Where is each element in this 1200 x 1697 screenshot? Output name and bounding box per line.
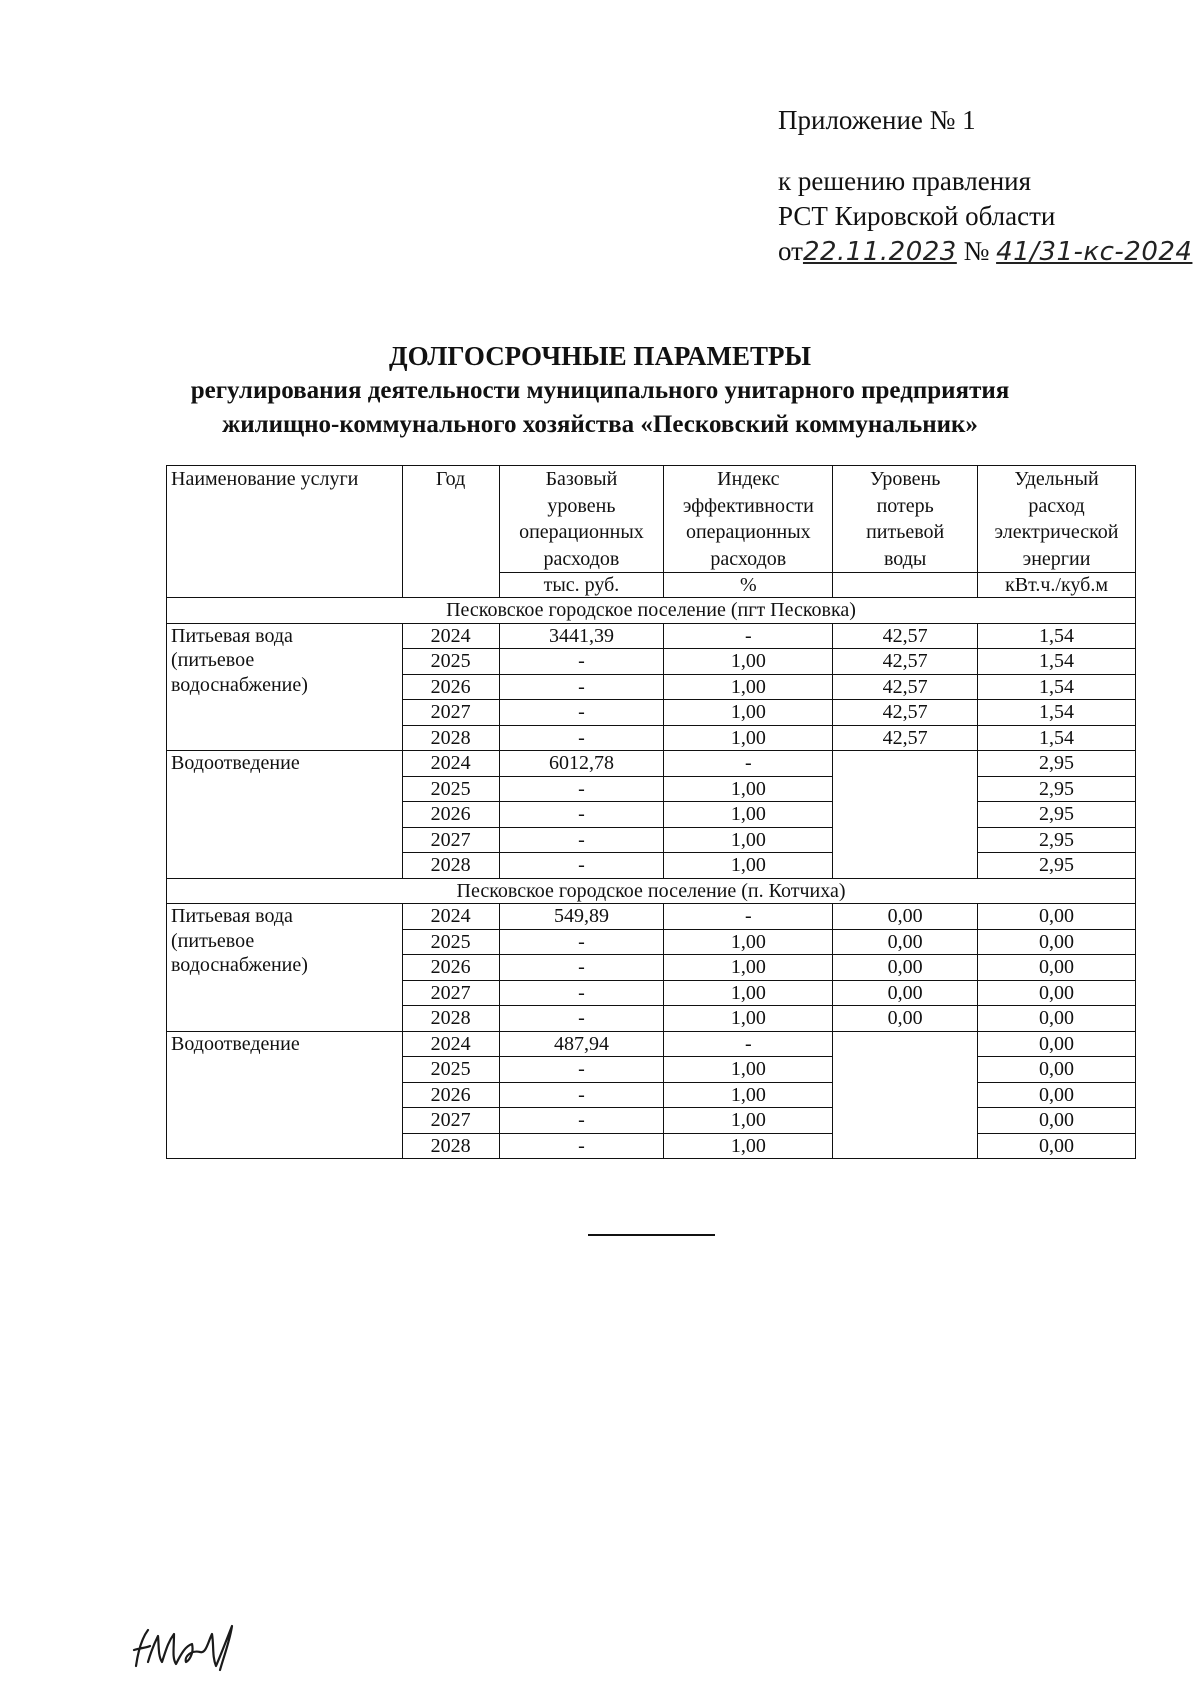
unit-index: % bbox=[664, 573, 833, 598]
number-prefix: № bbox=[963, 236, 990, 266]
cell-index: 1,00 bbox=[664, 853, 833, 879]
cell-base: - bbox=[499, 827, 664, 853]
appendix-decision-line: к решению правления bbox=[778, 166, 1032, 196]
cell-index: 1,00 bbox=[664, 1082, 833, 1108]
cell-energy: 0,00 bbox=[978, 904, 1136, 930]
section-title: Песковское городское поселение (п. Котчиха) bbox=[167, 878, 1136, 904]
cell-energy: 1,54 bbox=[978, 649, 1136, 675]
cell-base: - bbox=[499, 1057, 664, 1083]
cell-year: 2027 bbox=[402, 1108, 499, 1134]
cell-energy: 0,00 bbox=[978, 1082, 1136, 1108]
cell-losses: 42,57 bbox=[833, 700, 978, 726]
table-header-row bbox=[167, 466, 1136, 573]
cell-energy: 2,95 bbox=[978, 751, 1136, 777]
cell-year: 2027 bbox=[402, 827, 499, 853]
cell-losses: 42,57 bbox=[833, 725, 978, 751]
header-year: Год bbox=[402, 466, 499, 598]
cell-year: 2026 bbox=[402, 802, 499, 828]
signature-icon bbox=[128, 1622, 248, 1674]
cell-losses: 0,00 bbox=[833, 929, 978, 955]
cell-losses: 0,00 bbox=[833, 980, 978, 1006]
cell-index: 1,00 bbox=[664, 802, 833, 828]
cell-year: 2024 bbox=[402, 1031, 499, 1057]
cell-base: - bbox=[499, 802, 664, 828]
cell-index: 1,00 bbox=[664, 1006, 833, 1032]
cell-energy: 0,00 bbox=[978, 1031, 1136, 1057]
cell-losses-empty bbox=[833, 1031, 978, 1159]
header-base: Базовый уровень операционных расходов bbox=[499, 466, 664, 573]
cell-energy: 0,00 bbox=[978, 1006, 1136, 1032]
cell-base: 6012,78 bbox=[499, 751, 664, 777]
cell-index: 1,00 bbox=[664, 980, 833, 1006]
cell-year: 2028 bbox=[402, 1006, 499, 1032]
cell-index: 1,00 bbox=[664, 955, 833, 981]
service-name: Питьевая вода (питьевое водоснабжение) bbox=[167, 623, 403, 751]
cell-energy: 2,95 bbox=[978, 827, 1136, 853]
document-title bbox=[0, 338, 1200, 442]
cell-year: 2026 bbox=[402, 1082, 499, 1108]
cell-index: 1,00 bbox=[664, 776, 833, 802]
cell-base: - bbox=[499, 853, 664, 879]
cell-base: - bbox=[499, 1082, 664, 1108]
table-row bbox=[167, 751, 1136, 777]
cell-base: - bbox=[499, 1006, 664, 1032]
cell-base: - bbox=[499, 980, 664, 1006]
cell-index: - bbox=[664, 904, 833, 930]
cell-year: 2026 bbox=[402, 955, 499, 981]
cell-energy: 2,95 bbox=[978, 802, 1136, 828]
unit-base: тыс. руб. bbox=[499, 573, 664, 598]
cell-losses: 0,00 bbox=[833, 955, 978, 981]
cell-year: 2024 bbox=[402, 623, 499, 649]
cell-index: 1,00 bbox=[664, 827, 833, 853]
cell-year: 2028 bbox=[402, 1133, 499, 1159]
cell-year: 2025 bbox=[402, 929, 499, 955]
cell-losses: 0,00 bbox=[833, 1006, 978, 1032]
cell-energy: 2,95 bbox=[978, 853, 1136, 879]
cell-year: 2028 bbox=[402, 853, 499, 879]
cell-year: 2024 bbox=[402, 751, 499, 777]
cell-energy: 0,00 bbox=[978, 955, 1136, 981]
unit-energy: кВт.ч./куб.м bbox=[978, 573, 1136, 598]
cell-energy: 0,00 bbox=[978, 1057, 1136, 1083]
appendix-block bbox=[778, 103, 1198, 270]
handwritten-number: 41/31-кс-2024 bbox=[996, 237, 1193, 267]
cell-base: - bbox=[499, 649, 664, 675]
cell-energy: 1,54 bbox=[978, 700, 1136, 726]
cell-index: - bbox=[664, 623, 833, 649]
unit-losses bbox=[833, 573, 978, 598]
cell-energy: 0,00 bbox=[978, 1133, 1136, 1159]
title-line-3: жилищно-коммунального хозяйства «Песковский коммунальник» bbox=[222, 411, 978, 438]
cell-losses: 42,57 bbox=[833, 623, 978, 649]
header-losses: Уровень потерь питьевой воды bbox=[833, 466, 978, 573]
title-line-2: регулирования деятельности муниципального унитарного предприятия bbox=[190, 377, 1010, 404]
cell-energy: 1,54 bbox=[978, 725, 1136, 751]
section-title-row bbox=[167, 878, 1136, 904]
header-energy: Удельный расход электрической энергии bbox=[978, 466, 1136, 573]
table-row bbox=[167, 904, 1136, 930]
cell-energy: 1,54 bbox=[978, 623, 1136, 649]
section-title: Песковское городское поселение (пгт Песковка) bbox=[167, 598, 1136, 624]
cell-year: 2028 bbox=[402, 725, 499, 751]
cell-energy: 1,54 bbox=[978, 674, 1136, 700]
service-name: Водоотведение bbox=[167, 751, 403, 879]
cell-base: - bbox=[499, 776, 664, 802]
cell-index: 1,00 bbox=[664, 700, 833, 726]
cell-energy: 0,00 bbox=[978, 929, 1136, 955]
cell-year: 2024 bbox=[402, 904, 499, 930]
header-index: Индекс эффективности операционных расходов bbox=[664, 466, 833, 573]
table-row bbox=[167, 623, 1136, 649]
cell-energy: 2,95 bbox=[978, 776, 1136, 802]
table-row bbox=[167, 1031, 1136, 1057]
cell-index: 1,00 bbox=[664, 649, 833, 675]
cell-year: 2025 bbox=[402, 776, 499, 802]
service-name: Водоотведение bbox=[167, 1031, 403, 1159]
cell-base: 3441,39 bbox=[499, 623, 664, 649]
date-prefix: от bbox=[778, 236, 803, 266]
appendix-title: Приложение № 1 bbox=[778, 105, 976, 135]
cell-index: 1,00 bbox=[664, 1108, 833, 1134]
header-service: Наименование услуги bbox=[167, 466, 403, 598]
appendix-authority-line: РСТ Кировской области bbox=[778, 201, 1056, 231]
cell-base: - bbox=[499, 674, 664, 700]
cell-base: 487,94 bbox=[499, 1031, 664, 1057]
cell-base: - bbox=[499, 725, 664, 751]
cell-year: 2026 bbox=[402, 674, 499, 700]
cell-losses: 42,57 bbox=[833, 649, 978, 675]
cell-energy: 0,00 bbox=[978, 980, 1136, 1006]
cell-index: 1,00 bbox=[664, 1133, 833, 1159]
cell-index: 1,00 bbox=[664, 674, 833, 700]
cell-index: - bbox=[664, 751, 833, 777]
cell-index: 1,00 bbox=[664, 1057, 833, 1083]
cell-base: - bbox=[499, 700, 664, 726]
appendix-date-line bbox=[778, 234, 1198, 270]
service-name: Питьевая вода (питьевое водоснабжение) bbox=[167, 904, 403, 1032]
cell-index: - bbox=[664, 1031, 833, 1057]
cell-base: - bbox=[499, 929, 664, 955]
cell-index: 1,00 bbox=[664, 725, 833, 751]
parameters-table bbox=[166, 465, 1136, 1159]
cell-losses: 42,57 bbox=[833, 674, 978, 700]
cell-base: 549,89 bbox=[499, 904, 664, 930]
cell-losses: 0,00 bbox=[833, 904, 978, 930]
cell-base: - bbox=[499, 1108, 664, 1134]
cell-base: - bbox=[499, 1133, 664, 1159]
cell-index: 1,00 bbox=[664, 929, 833, 955]
cell-year: 2025 bbox=[402, 649, 499, 675]
cell-energy: 0,00 bbox=[978, 1108, 1136, 1134]
cell-losses-empty bbox=[833, 751, 978, 879]
end-separator-line bbox=[588, 1234, 715, 1236]
cell-year: 2027 bbox=[402, 700, 499, 726]
title-line-1: ДОЛГОСРОЧНЫЕ ПАРАМЕТРЫ bbox=[389, 341, 811, 371]
section-title-row bbox=[167, 598, 1136, 624]
cell-year: 2027 bbox=[402, 980, 499, 1006]
cell-year: 2025 bbox=[402, 1057, 499, 1083]
cell-base: - bbox=[499, 955, 664, 981]
handwritten-date: 22.11.2023 bbox=[802, 237, 957, 267]
